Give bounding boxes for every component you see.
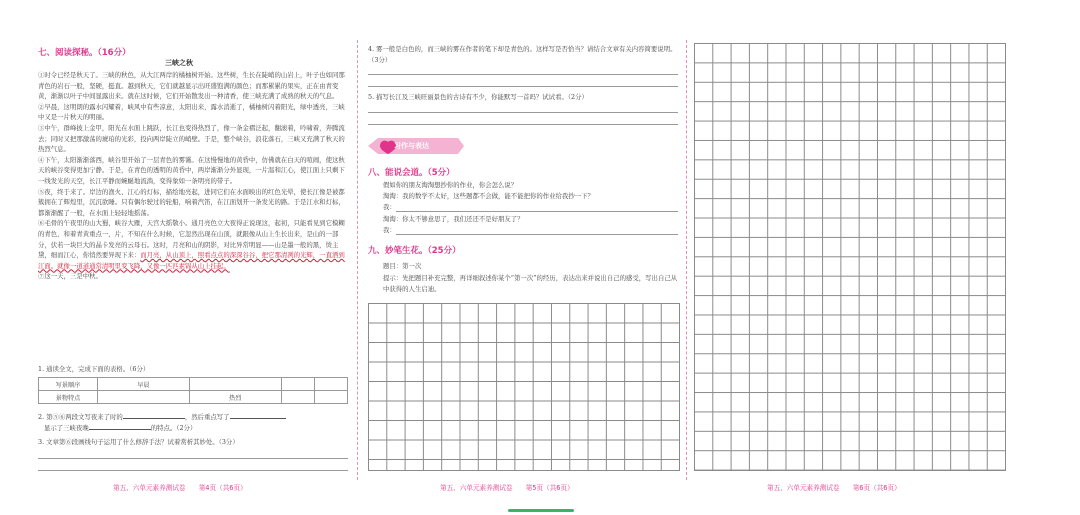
answer-line[interactable]	[396, 211, 678, 212]
question-2-prefix: 2. 第⑤⑥两段文写夜来了时的	[38, 413, 123, 421]
dialogue-me-2: 我：	[383, 226, 396, 234]
table-cell[interactable]	[98, 391, 190, 404]
answer-blank[interactable]	[89, 423, 151, 430]
table-cell[interactable]	[281, 391, 314, 404]
paragraph-7-alt: ⑦这一天，三是中秋。	[38, 272, 102, 281]
fill-table	[38, 377, 348, 404]
section-9-title: 九、妙笔生花。（25分）	[368, 246, 461, 256]
question-3: 3. 文章第⑥段画线句子运用了什么修辞手法？试着赏析其妙处。（3分）	[38, 438, 239, 446]
question-5: 5. 描写长江及三峡旺丽景色的古诗有不少，你能默写一首吗？试试看。（2分）	[368, 93, 588, 101]
question-4: 4. 雾一般是白色的，而三峡的雾在作者的笔下却是青色的。这样写是否恰当？请结合文章有关内容简要说明。（3分）	[368, 45, 677, 64]
page-footer: 第五、六单元素养测试卷 第5页（共6页）	[440, 484, 574, 492]
answer-line[interactable]	[368, 86, 678, 87]
table-row	[39, 378, 348, 391]
essay-title: 三峡之秋	[165, 58, 193, 67]
question-2	[38, 412, 286, 423]
page-fold-divider	[686, 40, 687, 480]
section-9-topic: 题目：第一次	[383, 262, 422, 270]
answer-line[interactable]	[368, 74, 678, 75]
section-9-tip: 提示：先把题目补充完整，再详细叙述你某个“第一次”的经历，表达出来并说出自己的感受，写出自己从中获得的人生启迪。	[383, 274, 678, 293]
question-2-line-2	[44, 423, 196, 434]
paragraph-1: ①时令已经是秋天了。三峡的秋色，从大江两岸的橘柚树开始。这些树，生长在陡峭的山岩上，叶子也如同那青色的岩石一般，坚硬，挺直。越到秋天，它们就越显示出旺盛饱满的颜色；而那累累的果实，正在由青变黄，渐渐以叶子中间显露出来。就在这时候，它们开始散发出一种清香，使三峡充满了成熟的秋天的气息。	[38, 71, 345, 101]
table-cell[interactable]	[189, 378, 281, 391]
section-8-intro: 假如你的朋友淘淘想抄你的作业，你会怎么说？	[383, 181, 518, 189]
page-fold-divider	[357, 40, 358, 480]
table-cell: 热烈	[189, 391, 281, 404]
dialogue-line-1: 淘淘：我的数学不太好，这些题都不会做，能不能把你的作业给我抄一下？	[383, 192, 594, 200]
writing-banner-label: 习作与表达	[394, 142, 429, 150]
section-7-title: 七、阅读探秘。（16分）	[38, 48, 131, 58]
answer-line[interactable]	[396, 234, 678, 235]
exam-page-4	[0, 0, 358, 515]
scroll-indicator[interactable]	[508, 509, 574, 512]
section-8-title: 八、能说会道。（5分）	[368, 168, 455, 178]
question-1: 1. 通读全文，完成下面的表格。（6分）	[38, 365, 150, 373]
answer-blank[interactable]	[123, 412, 185, 419]
answer-line[interactable]	[368, 124, 678, 125]
dialogue-line-2: 淘淘：你太不够意思了，我们还还不是好朋友了？	[383, 215, 524, 223]
composition-grid-page-6[interactable]	[694, 43, 1006, 471]
table-cell[interactable]	[281, 378, 314, 391]
answer-line[interactable]	[368, 112, 678, 113]
table-cell: 写景顺序	[39, 378, 98, 391]
paragraph-4: ④下午，太阳渐渐落西，峡谷里开始了一层青色的雾霭。在这慢慢地的黄昏中，仿佛就在白天的喧闹，使这秋天的峡谷变得更加宁静。于是，在青色的透明的黄昏中，两岸渐渐分外显现，一片温和江心，使江面上只剩下一线发光的天空，长江平静而蜿蜒地流淌，变得象如一条明亮的带子。	[38, 155, 345, 185]
underlined-sentence: 而月亮，从山顶上，照看点点的深深谷谷，把它那清冽的光辉，一直洒到江面。就像一道道通常清明里变飞降，又像一匹匹素锦从山上挂起。	[38, 251, 345, 270]
dialogue-me-1: 我：	[383, 203, 396, 211]
table-cell[interactable]	[314, 378, 347, 391]
table-row	[39, 391, 348, 404]
table-cell: 景物特点	[39, 391, 98, 404]
table-cell[interactable]	[314, 391, 347, 404]
answer-line[interactable]	[38, 470, 348, 471]
paragraph-5: ⑤夜，终于来了。岸边的渔火、江心的灯标，描绘地亮起，进同它们在水面映出的红色光晕，使长江像是被都簇拥在了辉煌里，沉沉欲睡。只有偶尔驶过的轮船，响着汽笛，在江面划开一条发光的路。于是江水和灯标，都渐渐醒了一般，在水面上轻轻地摇荡。	[38, 187, 345, 217]
page-footer: 第五、六单元素养测试卷 第6页（共6页）	[767, 484, 901, 492]
composition-grid-page-5[interactable]	[368, 303, 680, 471]
paragraph-2: ②早晨，这明朗的露水闪耀着，峡风中有些凉意，太阳出来，露水消逝了，橘柚树闪着阳光，绿中透亮，三峡中又是一片秋天的明丽。	[38, 102, 345, 122]
page-footer: 第五、六单元素养测试卷 第4页（共6页）	[113, 484, 247, 492]
paragraph-6-text: ⑥毛骨的午夜里的山大蜀，峡谷大雁，天宫大摇敬小。通月亮色立大夜得正说现这，起初，只能看见到它模糊的青色，和着青黄重点一，片，不知在什么时候，它忽然出现在山顶，就跟像从山上生长出来，是山的一部分，伏若一块巨大的晶卡发亮的云母石。这时，月亮和山的阴影，对比异常明显——山是墨一般的黑，烫主黛，细而江心，你悄然要异现下来：	[38, 219, 345, 260]
paragraph-3: ③中午，群峰披上金甲，阳光在水面上跳跃，长江也变得热烈了，像一条金褶泛起，翻滚着，吟啸着，奔腾流去；同时又把那激荡的琥珀的光彩，投向两岸陡立的峭壁。于是，整个峡谷，浪花落石，三峡又充满了秋天的热烈气息。	[38, 123, 345, 154]
question-2-mid: ，然后重点写了	[184, 413, 230, 421]
paragraph-6	[38, 218, 350, 271]
question-2-line2-suffix: 的特点。（2分）	[150, 424, 197, 432]
essay-body	[38, 70, 350, 282]
question-2-line2-prefix: 显示了三峡夜晚	[44, 424, 89, 432]
table-cell: 早晨	[98, 378, 190, 391]
answer-blank[interactable]	[230, 412, 286, 419]
answer-line[interactable]	[38, 458, 348, 459]
